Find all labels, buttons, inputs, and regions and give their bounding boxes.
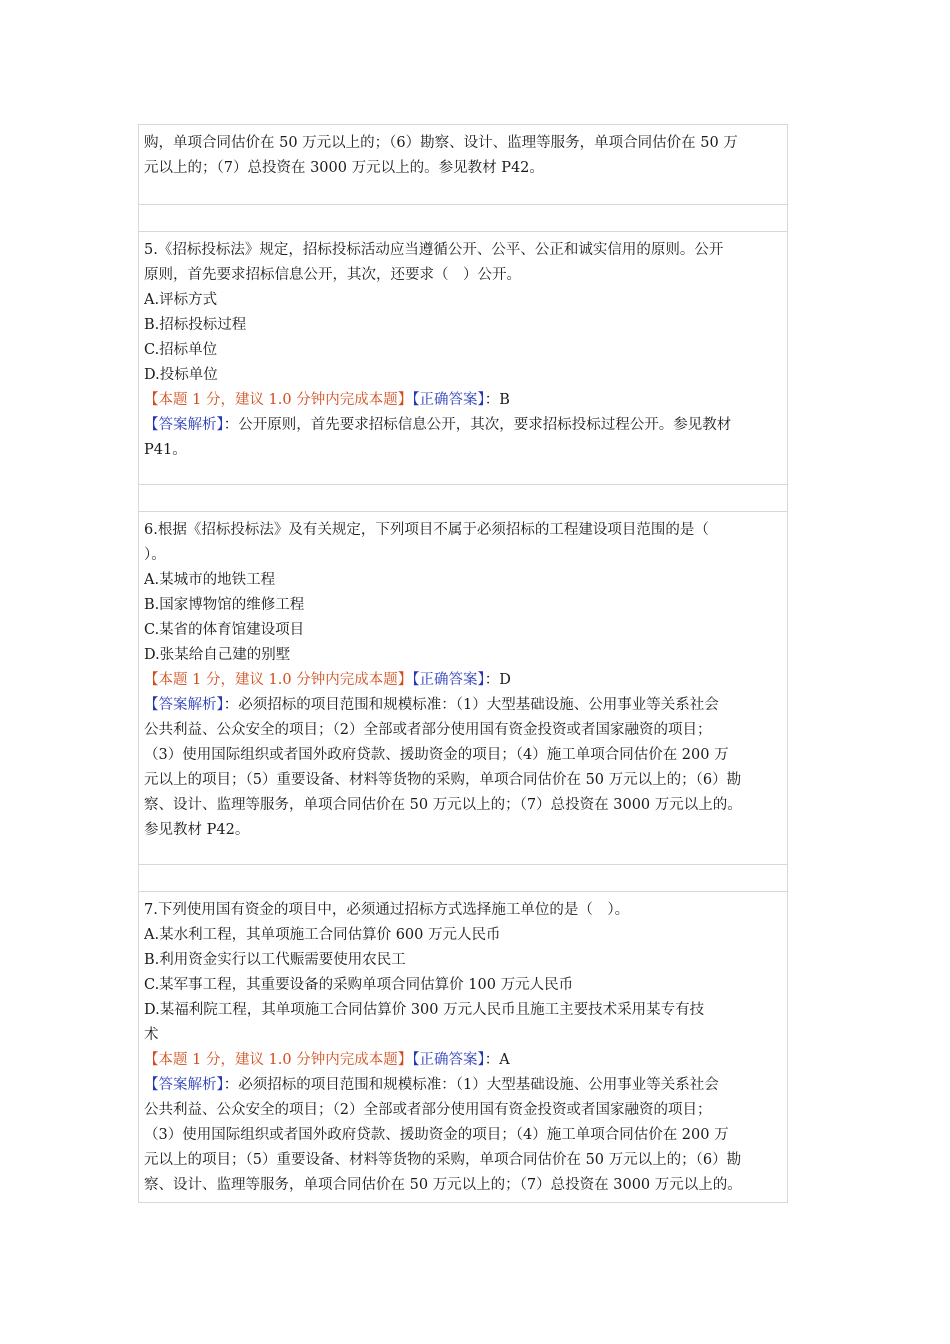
score-answer-line: [144, 1048, 783, 1073]
row-spacer: [139, 485, 787, 512]
analysis-text: 公共利益、公众安全的项目；（2）全部或者部分使用国有资金投资或者国家融资的项目；: [144, 1102, 712, 1118]
option-b: B.利用资金实行以工代赈需要使用农民工: [144, 952, 406, 968]
analysis-line: [144, 693, 783, 718]
analysis-label: 【答案解析】: [144, 417, 224, 433]
analysis-text: 元以上的项目；（5）重要设备、材料等货物的采购，单项合同估价在 50 万元以上的；（6）勘: [144, 1152, 742, 1168]
question-table: [138, 124, 788, 1203]
option-b: B.招标投标过程: [144, 317, 247, 333]
answer-separator: ：: [484, 1052, 500, 1068]
analysis-text: 察、设计、监理等服务，单项合同估价在 50 万元以上的；（7）总投资在 3000 万元以上的。: [144, 1177, 742, 1193]
analysis-line: [144, 1073, 783, 1098]
analysis-text: ：必须招标的项目范围和规模标准：（1）大型基础设施、公用事业等关系社会: [223, 1077, 719, 1093]
analysis-label: 【答案解析】: [144, 697, 224, 713]
question-6: [139, 512, 787, 865]
analysis-text: P41。: [144, 442, 187, 458]
analysis-text: 察、设计、监理等服务，单项合同估价在 50 万元以上的；（7）总投资在 3000 万元以上的。: [144, 797, 742, 813]
answer-label: 【正确答案】: [412, 1052, 485, 1068]
option-d: D.某福利院工程，其单项施工合同估算价 300 万元人民币且施工主要技术采用某专有技: [144, 1002, 705, 1018]
answer-label: 【正确答案】: [412, 672, 485, 688]
score-label: 【本题 1 分，建议 1.0 分钟内完成本题】: [144, 1052, 413, 1068]
option-c: C.招标单位: [144, 342, 218, 358]
score-answer-line: [144, 668, 783, 693]
analysis-text: 元以上的项目；（5）重要设备、材料等货物的采购，单项合同估价在 50 万元以上的；（6）勘: [144, 772, 742, 788]
option-b: B.国家博物馆的维修工程: [144, 597, 305, 613]
analysis-text: （3）使用国际组织或者国外政府贷款、援助资金的项目；（4）施工单项合同估价在 200 万: [144, 1127, 729, 1143]
row-spacer: [139, 205, 787, 232]
analysis-line: [144, 413, 783, 438]
question-stem: 7.下列使用国有资金的项目中，必须通过招标方式选择施工单位的是（ ）。: [144, 902, 630, 918]
analysis-label: 【答案解析】: [144, 1077, 224, 1093]
question-7: [139, 892, 787, 1202]
option-a: A.某城市的地铁工程: [144, 572, 276, 588]
option-d: D.投标单位: [144, 367, 218, 383]
option-c: C.某省的体育馆建设项目: [144, 622, 305, 638]
question-5: [139, 232, 787, 485]
score-answer-line: [144, 388, 783, 413]
question-stem: 5.《招标投标法》规定，招标投标活动应当遵循公开、公平、公正和诚实信用的原则。公开: [144, 242, 724, 258]
correct-answer: D: [499, 672, 511, 688]
answer-separator: ：: [484, 672, 500, 688]
analysis-text: ：公开原则，首先要求招标信息公开，其次，要求招标投标过程公开。参见教材: [223, 417, 732, 433]
question-stem: ）。: [144, 547, 166, 563]
option-c: C.某军事工程，其重要设备的采购单项合同估算价 100 万元人民币: [144, 977, 574, 993]
analysis-text: （3）使用国际组织或者国外政府贷款、援助资金的项目；（4）施工单项合同估价在 200 万: [144, 747, 729, 763]
text-line: 购，单项合同估价在 50 万元以上的；（6）勘察、设计、监理等服务，单项合同估价在 50 万: [144, 135, 738, 151]
analysis-text: ：必须招标的项目范围和规模标准：（1）大型基础设施、公用事业等关系社会: [223, 697, 719, 713]
question-stem: 6.根据《招标投标法》及有关规定，下列项目不属于必须招标的工程建设项目范围的是（: [144, 522, 709, 538]
option-a: A.评标方式: [144, 292, 218, 308]
option-d: D.张某给自己建的别墅: [144, 647, 291, 663]
answer-separator: ：: [484, 392, 500, 408]
score-label: 【本题 1 分，建议 1.0 分钟内完成本题】: [144, 672, 413, 688]
correct-answer: A: [499, 1052, 510, 1068]
question-stem: 原则，首先要求招标信息公开，其次，还要求（ ）公开。: [144, 267, 521, 283]
analysis-text: 参见教材 P42。: [144, 822, 250, 838]
correct-answer: B: [499, 392, 510, 408]
score-label: 【本题 1 分，建议 1.0 分钟内完成本题】: [144, 392, 413, 408]
previous-analysis-continuation: [139, 125, 787, 205]
answer-label: 【正确答案】: [412, 392, 485, 408]
row-spacer: [139, 865, 787, 892]
analysis-text: 公共利益、公众安全的项目；（2）全部或者部分使用国有资金投资或者国家融资的项目；: [144, 722, 712, 738]
option-a: A.某水利工程，其单项施工合同估算价 600 万元人民币: [144, 927, 501, 943]
text-line: 元以上的；（7）总投资在 3000 万元以上的。参见教材 P42。: [144, 160, 544, 176]
option-d-continued: 术: [144, 1027, 159, 1043]
